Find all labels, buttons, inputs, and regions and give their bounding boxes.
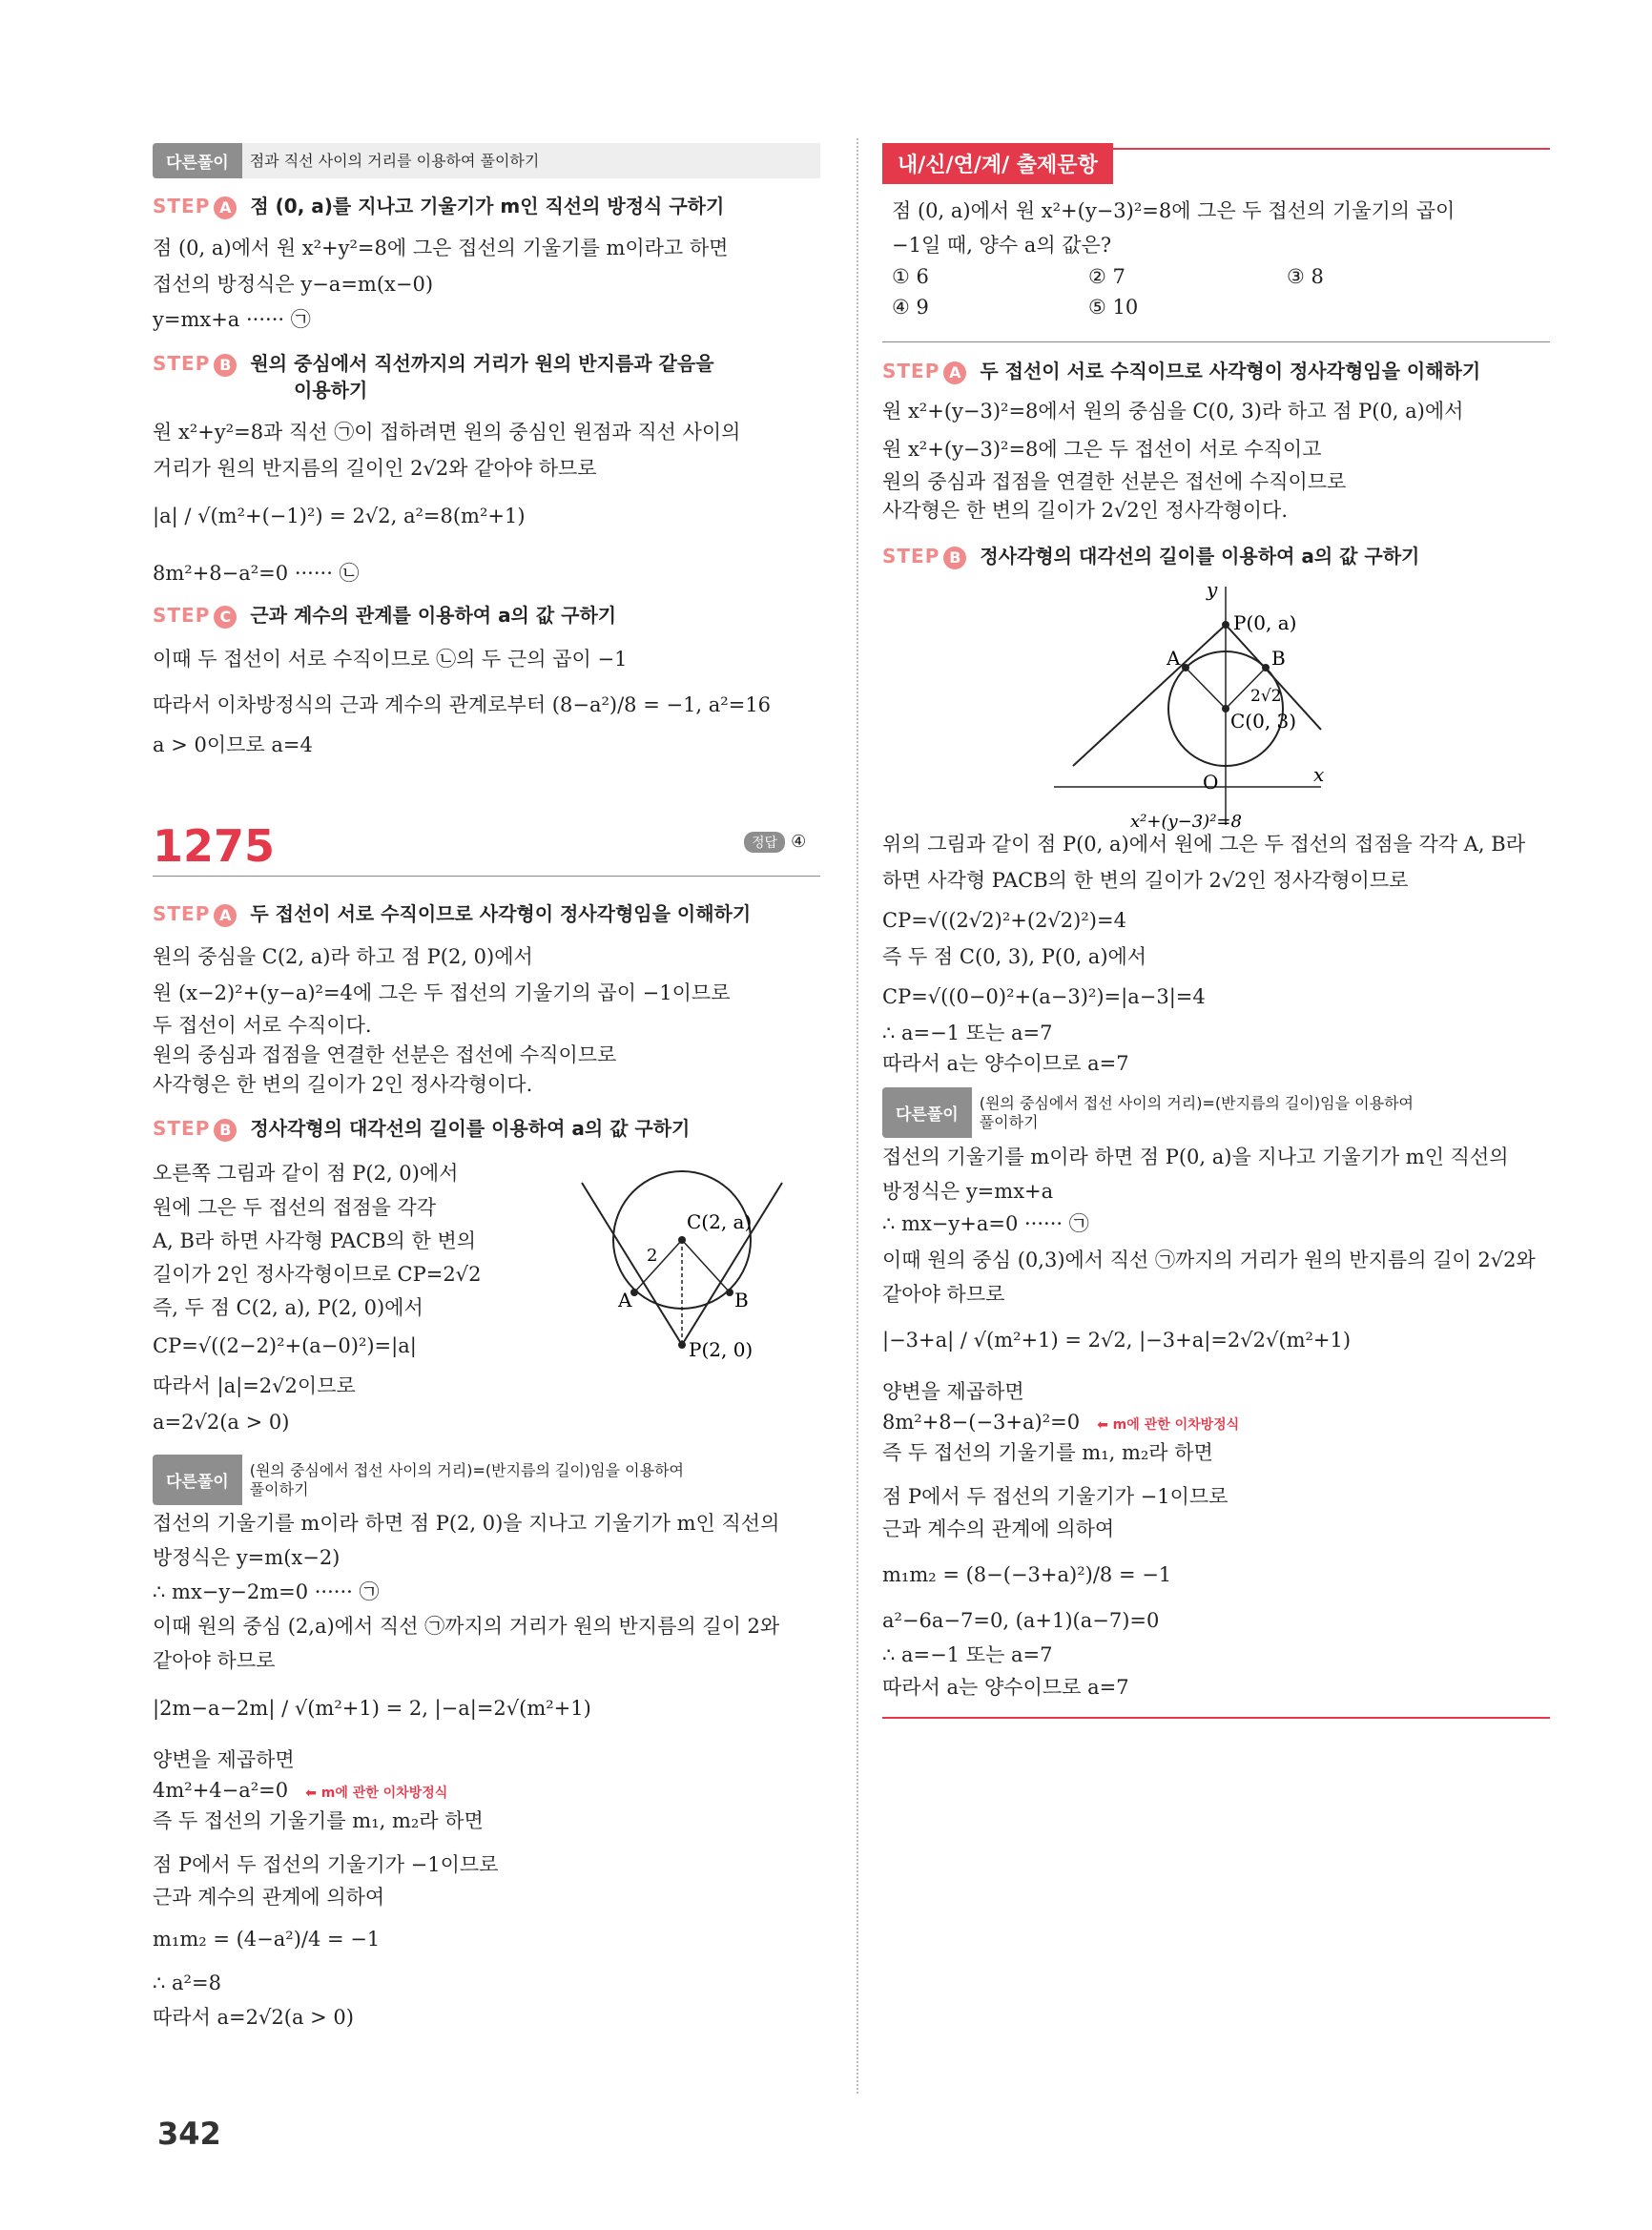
text-line: 양변을 제곱하면: [153, 1748, 295, 1771]
answer-tag: 정답: [744, 832, 785, 853]
step-title: 점 (0, a)를 지나고 기울기가 m인 직선의 방정식 구하기: [250, 195, 725, 217]
text-line: 원 x²+(y−3)²=8에서 원의 중심을 C(0, 3)라 하고 점 P(0, a)에서: [882, 400, 1464, 423]
step-a-heading: [153, 194, 724, 219]
alt-title-line: 풀이하기: [249, 1479, 309, 1498]
text-line: 이때 원의 중심 (0,3)에서 직선 ㉠까지의 거리가 원의 반지름의 길이 2√2와: [882, 1249, 1536, 1271]
text-line: 8m²+8−a²=0 ······ ㉡: [153, 562, 360, 585]
text-line: 이때 원의 중심 (2,a)에서 직선 ㉠까지의 거리가 원의 반지름의 길이 2와: [153, 1615, 780, 1638]
choice-5: ⑤ 10: [1088, 296, 1139, 319]
step-letter: B: [214, 354, 237, 377]
point-P: [678, 1341, 686, 1349]
step-label: STEP: [153, 352, 211, 375]
step-label: STEP: [153, 902, 211, 925]
text-line: 즉, 두 점 C(2, a), P(2, 0)에서: [153, 1296, 423, 1319]
radius-CB: [682, 1240, 730, 1292]
step-title: 원의 중심에서 직선까지의 거리가 원의 반지름과 같음을: [250, 352, 714, 375]
tangent-line-left: [582, 1183, 682, 1345]
text-line: 방정식은 y=mx+a: [882, 1180, 1054, 1203]
text-line: [882, 1410, 1239, 1437]
choice-1: ① 6: [892, 265, 929, 288]
step-b-heading: [882, 544, 1419, 569]
label-A: A: [1167, 647, 1181, 670]
text-line: 오른쪽 그림과 같이 점 P(2, 0)에서: [153, 1162, 459, 1185]
step-letter: C: [214, 606, 237, 629]
choice-4: ④ 9: [892, 296, 929, 319]
alt-title-line: 풀이하기: [979, 1112, 1039, 1131]
text-line: 따라서 |a|=2√2이므로: [153, 1374, 356, 1397]
step-label: STEP: [153, 1117, 211, 1140]
circle-tangent-figure-2: [1035, 577, 1340, 835]
formula-line: m₁m₂ = (4−a²)/4 = −1: [153, 1928, 381, 1951]
text-line: 거리가 원의 반지름의 길이인 2√2와 같아야 하므로: [153, 457, 597, 480]
text-line: a > 0이므로 a=4: [153, 733, 313, 756]
text-line: 근과 계수의 관계에 의하여: [882, 1518, 1115, 1540]
question-line: −1일 때, 양수 a의 값은?: [892, 234, 1112, 257]
radius-CA: [634, 1240, 682, 1292]
page-number: 342: [157, 2116, 221, 2152]
point-B: [726, 1289, 733, 1296]
text-line: 이때 두 접선이 서로 수직이므로 ㉡의 두 근의 곱이 −1: [153, 648, 628, 671]
text-line: 즉 두 접선의 기울기를 m₁, m₂라 하면: [882, 1441, 1213, 1464]
problem-rule: [153, 876, 820, 877]
alt-solution-badge: 다른풀이: [153, 1455, 242, 1505]
text-line: 원에 그은 두 접선의 접점을 각각: [153, 1196, 437, 1219]
text-line: A, B라 하면 사각형 PACB의 한 변의: [153, 1229, 477, 1252]
text-line: a²−6a−7=0, (a+1)(a−7)=0: [882, 1609, 1160, 1632]
label-B: B: [1271, 647, 1286, 670]
step-title: 정사각형의 대각선의 길이를 이용하여 a의 값 구하기: [250, 1117, 691, 1140]
step-label: STEP: [882, 545, 940, 568]
text-line: 따라서 a는 양수이므로 a=7: [882, 1676, 1129, 1699]
question-line: 점 (0, a)에서 원 x²+(y−3)²=8에 그은 두 접선의 기울기의 곱이: [892, 199, 1456, 222]
circle-equation-label: x²+(y−3)²=8: [1130, 812, 1242, 832]
text-line: 두 접선이 서로 수직이다.: [153, 1014, 372, 1037]
step-letter: B: [214, 1119, 237, 1142]
circle-tangent-figure-1: [563, 1154, 811, 1373]
label-C: C(2, a): [687, 1210, 753, 1233]
text-line: ∴ mx−y−2m=0 ······ ㉠: [153, 1580, 380, 1603]
text-line: ∴ a=−1 또는 a=7: [882, 1643, 1053, 1666]
formula-line: |a| / √(m²+(−1)²) = 2√2, a²=8(m²+1): [153, 505, 526, 527]
label-P: P(2, 0): [689, 1338, 754, 1361]
point-B: [1262, 664, 1270, 671]
step-letter: A: [214, 196, 237, 219]
alt-title-line: (원의 중심에서 접선 사이의 거리)=(반지름의 길이)임을 이용하여: [979, 1093, 1414, 1112]
text-line: 점 P에서 두 접선의 기울기가 −1이므로: [153, 1853, 499, 1876]
formula-line: CP=√((2√2)²+(2√2)²)=4: [882, 909, 1126, 932]
alt-solution-header-2: [153, 1455, 820, 1505]
text-line: 원 x²+(y−3)²=8에 그은 두 접선이 서로 수직이고: [882, 438, 1322, 461]
naeshin-rule: [882, 148, 1550, 150]
y-axis-label: y: [1207, 578, 1218, 601]
problem-number: 1275: [153, 820, 276, 872]
label-A: A: [618, 1289, 632, 1311]
label-radius: 2√2: [1250, 687, 1282, 706]
text-line: 따라서 이차방정식의 근과 계수의 관계로부터 (8−a²)/8 = −1, a²=16: [153, 693, 772, 716]
label-P: P(0, a): [1233, 611, 1297, 634]
text-line: 접선의 기울기를 m이라 하면 점 P(0, a)을 지나고 기울기가 m인 직선의: [882, 1146, 1509, 1168]
text-line: ∴ a=−1 또는 a=7: [882, 1022, 1053, 1044]
text-line: a=2√2(a > 0): [153, 1411, 290, 1434]
tangent-line-left: [1073, 625, 1226, 766]
text-line: 원의 중심과 접점을 연결한 선분은 접선에 수직이므로: [882, 470, 1347, 493]
text-line: 위의 그림과 같이 점 P(0, a)에서 원에 그은 두 접선의 접점을 각각 A, B라: [882, 833, 1525, 856]
text-line: ∴ a²=8: [153, 1972, 221, 1994]
step-label: STEP: [153, 604, 211, 627]
text-line: 원의 중심을 C(2, a)라 하고 점 P(2, 0)에서: [153, 945, 533, 968]
step-a-heading: [882, 359, 1480, 384]
text-line: 사각형은 한 변의 길이가 2√2인 정사각형이다.: [882, 499, 1289, 522]
column-divider: [857, 138, 858, 2094]
text-line: 즉 두 접선의 기울기를 m₁, m₂라 하면: [153, 1809, 484, 1832]
quadratic-note: ⬅ m에 관한 이차방정식: [1097, 1417, 1240, 1433]
alt-solution-badge: 다른풀이: [153, 143, 242, 178]
step-c-heading: [153, 603, 616, 629]
section-end-rule: [882, 1717, 1550, 1719]
step-title: 두 접선이 서로 수직이므로 사각형이 정사각형임을 이해하기: [980, 360, 1481, 382]
answer: [744, 832, 806, 853]
text-line: 같아야 하므로: [153, 1649, 276, 1672]
question-rule: [882, 341, 1550, 342]
tangent-line-right: [682, 1183, 782, 1345]
x-axis-label: x: [1313, 763, 1325, 786]
alt-solution-header-2: [882, 1087, 1550, 1138]
alt-solution-header: [153, 143, 820, 178]
alt-solution-badge: 다른풀이: [882, 1087, 972, 1138]
step-title: 정사각형의 대각선의 길이를 이용하여 a의 값 구하기: [980, 545, 1420, 568]
step-b-heading: [153, 351, 714, 377]
origin-label: O: [1203, 771, 1219, 794]
alt-solution-title: [980, 1094, 1414, 1132]
radius-CA: [1186, 668, 1226, 709]
point-C: [1222, 705, 1229, 712]
choice-3: ③ 8: [1287, 265, 1324, 288]
formula-line: |2m−a−2m| / √(m²+1) = 2, |−a|=2√(m²+1): [153, 1697, 591, 1720]
step-letter: A: [214, 904, 237, 927]
step-label: STEP: [153, 195, 211, 217]
label-radius: 2: [647, 1246, 658, 1266]
text-line: [153, 1778, 447, 1806]
formula-line: CP=√((0−0)²+(a−3)²)=|a−3|=4: [882, 985, 1206, 1008]
text-line: 하면 사각형 PACB의 한 변의 길이가 2√2인 정사각형이므로: [882, 869, 1409, 892]
alt-solution-title: [250, 1461, 684, 1499]
step-a-heading: [153, 901, 751, 927]
formula-line: m₁m₂ = (8−(−3+a)²)/8 = −1: [882, 1563, 1172, 1586]
text-line: 원의 중심과 접점을 연결한 선분은 접선에 수직이므로: [153, 1043, 617, 1066]
point-P: [1222, 621, 1229, 629]
step-label: STEP: [882, 360, 940, 382]
step-title: 두 접선이 서로 수직이므로 사각형이 정사각형임을 이해하기: [250, 902, 752, 925]
text-line: 따라서 a는 양수이므로 a=7: [882, 1052, 1129, 1075]
equation: 8m²+8−(−3+a)²=0: [882, 1411, 1081, 1434]
text-line: 접선의 방정식은 y−a=m(x−0): [153, 273, 434, 296]
formula-line: |−3+a| / √(m²+1) = 2√2, |−3+a|=2√2√(m²+1): [882, 1329, 1352, 1352]
choice-2: ② 7: [1088, 265, 1125, 288]
equation: 4m²+4−a²=0: [153, 1779, 289, 1802]
label-C: C(0, 3): [1230, 710, 1297, 733]
text-line: 사각형은 한 변의 길이가 2인 정사각형이다.: [153, 1073, 533, 1096]
step-title: 근과 계수의 관계를 이용하여 a의 값 구하기: [250, 604, 617, 627]
point-A: [1182, 664, 1189, 671]
text-line: 따라서 a=2√2(a > 0): [153, 2006, 354, 2029]
step-letter: A: [943, 361, 966, 384]
text-line: CP=√((2−2)²+(a−0)²)=|a|: [153, 1334, 417, 1357]
answer-value: ④: [791, 832, 807, 852]
label-B: B: [734, 1289, 749, 1311]
naeshin-banner: 내/신/연/계/ 출제문항: [882, 143, 1113, 184]
step-b-heading-cont: 이용하기: [294, 379, 368, 402]
text-line: 즉 두 점 C(0, 3), P(0, a)에서: [882, 945, 1147, 968]
alt-title-line: (원의 중심에서 접선 사이의 거리)=(반지름의 길이)임을 이용하여: [249, 1460, 684, 1479]
alt-solution-title: 점과 직선 사이의 거리를 이용하여 풀이하기: [249, 151, 540, 170]
text-line: y=mx+a ······ ㉠: [153, 308, 311, 331]
text-line: 원 (x−2)²+(y−a)²=4에 그은 두 접선의 기울기의 곱이 −1이므로: [153, 981, 731, 1004]
text-line: ∴ mx−y+a=0 ······ ㉠: [882, 1212, 1089, 1235]
text-line: 근과 계수의 관계에 의하여: [153, 1886, 385, 1909]
text-line: 같아야 하므로: [882, 1283, 1005, 1306]
text-line: 점 P에서 두 접선의 기울기가 −1이므로: [882, 1485, 1229, 1508]
point-C: [678, 1236, 686, 1244]
text-line: 접선의 기울기를 m이라 하면 점 P(2, 0)을 지나고 기울기가 m인 직선의: [153, 1512, 780, 1535]
step-b-heading: [153, 1116, 690, 1142]
text-line: 길이가 2인 정사각형이므로 CP=2√2: [153, 1263, 482, 1286]
quadratic-note: ⬅ m에 관한 이차방정식: [305, 1786, 448, 1801]
step-letter: B: [943, 547, 966, 569]
text-line: 점 (0, a)에서 원 x²+y²=8에 그은 접선의 기울기를 m이라고 하면: [153, 237, 729, 259]
text-line: 방정식은 y=m(x−2): [153, 1546, 341, 1569]
text-line: 원 x²+y²=8과 직선 ㉠이 접하려면 원의 중심인 원점과 직선 사이의: [153, 421, 741, 444]
text-line: 양변을 제곱하면: [882, 1380, 1024, 1403]
